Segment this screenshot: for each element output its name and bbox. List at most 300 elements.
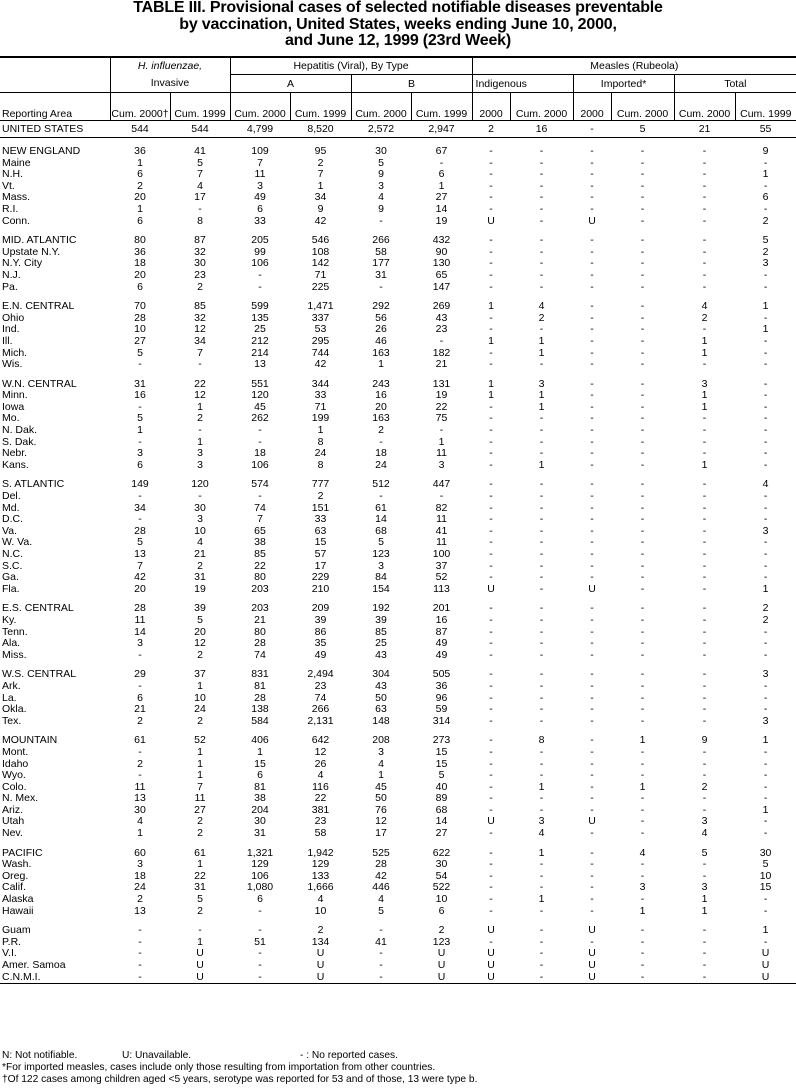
value-cell: - (763, 936, 768, 948)
value-cell: - (258, 436, 262, 448)
value-cell: - (590, 436, 594, 448)
value-cell: 4 (378, 894, 384, 906)
value-cell: 20 (134, 269, 146, 281)
area-cell: MID. ATLANTIC (2, 235, 77, 247)
value-cell: 6 (257, 203, 263, 215)
value-cell: 7 (257, 157, 263, 169)
value-cell: 123 (432, 936, 451, 948)
value-cell: 6 (137, 281, 143, 293)
value-cell: - (763, 514, 768, 526)
area-cell: S.C. (2, 560, 23, 572)
col-header (351, 93, 411, 121)
value-cell: - (763, 413, 768, 425)
value-cell: - (489, 514, 493, 526)
value-cell: - (640, 793, 645, 805)
value-cell: U (487, 583, 495, 595)
value-cell: - (590, 626, 594, 638)
value-cell: 120 (251, 390, 269, 402)
value-cell: - (379, 491, 383, 503)
table-row (0, 460, 796, 472)
value-cell: - (539, 448, 544, 460)
value-cell: - (590, 715, 594, 727)
value-cell: 203 (251, 583, 269, 595)
value-cell: - (640, 390, 645, 402)
value-cell: - (590, 413, 594, 425)
footnote-imported: *For imported measles, cases include only those resulting from importation from other countries. (2, 1062, 436, 1073)
value-cell: - (590, 390, 594, 402)
value-cell: 229 (311, 572, 330, 584)
value-cell: 9 (317, 203, 324, 215)
value-cell: - (640, 269, 645, 281)
value-cell: - (539, 649, 544, 661)
value-cell: - (640, 816, 645, 828)
value-cell: 39 (375, 614, 387, 626)
value-cell: 42 (134, 572, 146, 584)
table-row (0, 871, 796, 883)
value-cell: 5 (378, 157, 384, 169)
value-cell: - (763, 378, 768, 390)
value-cell: 1 (438, 436, 445, 448)
value-cell: 15 (759, 882, 772, 894)
area-cell: P.R. (2, 936, 22, 948)
value-cell: - (702, 157, 707, 169)
value-cell: - (489, 525, 493, 537)
value-cell: - (138, 436, 142, 448)
table-row (0, 960, 796, 972)
value-cell: - (539, 870, 544, 882)
value-cell: 28 (254, 638, 266, 650)
value-cell: - (489, 680, 493, 692)
value-cell: 1 (538, 347, 545, 359)
reporting-area-header: Reporting Area (2, 108, 73, 120)
value-cell: U (487, 925, 495, 937)
value-cell: - (539, 258, 544, 270)
value-cell: 11 (194, 793, 206, 805)
value-cell: 163 (372, 413, 390, 425)
value-cell: - (763, 281, 768, 293)
value-cell: 14 (375, 514, 387, 526)
value-cell: 525 (372, 847, 390, 859)
value-cell: 9 (378, 203, 384, 215)
value-cell: 2 (701, 312, 708, 324)
value-cell: 46 (375, 335, 387, 347)
table-title (0, 0, 796, 50)
value-cell: 10 (759, 870, 772, 882)
value-cell: - (379, 436, 383, 448)
area-cell: Upstate N.Y. (2, 246, 61, 258)
value-cell: 23 (314, 680, 327, 692)
area-cell: N.H. (2, 169, 23, 181)
value-cell: 130 (432, 258, 451, 270)
spacer-cell (0, 661, 796, 669)
value-cell: - (702, 680, 707, 692)
value-cell: - (539, 804, 544, 816)
value-cell: - (640, 180, 645, 192)
value-cell: 1 (378, 359, 384, 371)
value-cell: - (763, 436, 768, 448)
value-cell: 58 (375, 246, 387, 258)
value-cell: - (489, 626, 493, 638)
value-cell: 68 (435, 804, 448, 816)
value-cell: 16 (535, 123, 548, 135)
table-row (0, 324, 796, 336)
area-cell: Ala. (2, 638, 21, 650)
value-cell: - (590, 746, 594, 758)
table-row (0, 503, 796, 515)
table-row (0, 313, 796, 325)
area-cell: Tex. (2, 715, 22, 727)
value-cell: 147 (432, 281, 451, 293)
area-cell: Kans. (2, 459, 29, 471)
value-cell: - (763, 746, 768, 758)
value-cell: 56 (375, 312, 387, 324)
value-cell: - (640, 459, 645, 471)
value-cell: - (640, 235, 645, 247)
table-row (0, 301, 796, 313)
value-cell: - (489, 572, 493, 584)
value-cell: - (702, 324, 707, 336)
value-cell: 27 (134, 335, 146, 347)
value-cell: 22 (194, 870, 206, 882)
value-cell: 21 (254, 614, 266, 626)
value-cell: - (640, 448, 645, 460)
value-cell: 584 (251, 715, 269, 727)
value-cell: - (702, 583, 707, 595)
area-cell: NEW ENGLAND (2, 146, 81, 157)
table-row (0, 258, 796, 270)
value-cell: 5 (378, 537, 384, 549)
value-cell: - (489, 203, 493, 215)
col-header (110, 93, 170, 121)
value-cell: 2 (762, 603, 769, 615)
table-row (0, 793, 796, 805)
value-cell: U (316, 971, 325, 983)
value-cell: - (763, 312, 768, 324)
value-cell: 2 (762, 215, 769, 227)
value-cell: - (258, 269, 262, 281)
value-cell: 109 (251, 146, 269, 157)
value-cell: - (590, 324, 594, 336)
value-cell: - (590, 269, 594, 281)
value-cell: 182 (432, 347, 451, 359)
spacer-row (0, 471, 796, 479)
value-cell: - (539, 537, 544, 549)
value-cell: 17 (375, 828, 387, 840)
value-cell: - (702, 180, 707, 192)
spacer-cell (0, 917, 796, 925)
table-row (0, 848, 796, 860)
value-cell: - (763, 680, 768, 692)
value-cell: 154 (372, 583, 390, 595)
value-cell: 74 (314, 692, 327, 704)
title-line-3: and June 12, 1999 (23rd Week) (284, 32, 511, 49)
value-cell: 80 (254, 572, 266, 584)
value-cell: 65 (254, 525, 266, 537)
value-cell: - (489, 692, 493, 704)
value-cell: - (640, 347, 645, 359)
value-cell: - (640, 413, 645, 425)
table-row (0, 526, 796, 538)
value-cell: U (196, 960, 204, 971)
value-cell: - (640, 603, 645, 615)
value-cell: - (489, 859, 493, 871)
value-cell: - (640, 894, 645, 906)
value-cell: - (702, 549, 707, 560)
area-cell: Calif. (2, 882, 26, 894)
value-cell: 3 (257, 180, 263, 192)
value-cell: - (489, 770, 493, 782)
value-cell: 14 (435, 203, 448, 215)
table-row (0, 816, 796, 828)
table-row (0, 882, 796, 894)
value-cell: 74 (254, 502, 266, 514)
value-cell: 5 (137, 537, 143, 549)
value-cell: - (258, 281, 262, 293)
value-cell: - (763, 203, 768, 215)
value-cell: 2 (762, 246, 769, 258)
value-cell: - (539, 502, 544, 514)
value-cell: 36 (134, 146, 146, 157)
value-cell: 1 (197, 758, 203, 770)
value-cell: - (702, 560, 707, 572)
value-cell: 6 (137, 692, 143, 704)
value-cell: - (489, 258, 493, 270)
value-cell: - (198, 925, 202, 937)
table-row (0, 169, 796, 181)
area-cell: Ill. (2, 335, 13, 347)
value-cell: 1 (197, 770, 203, 782)
value-cell: 5 (438, 770, 445, 782)
col-label: Cum. 2000 (515, 108, 568, 120)
value-cell: - (489, 436, 493, 448)
value-cell: - (702, 859, 707, 871)
value-cell: 3 (197, 514, 203, 526)
value-cell: 52 (435, 572, 448, 584)
value-cell: 54 (435, 870, 448, 882)
area-cell: Iowa (2, 401, 25, 413)
value-cell: - (640, 192, 645, 204)
value-cell: 1 (639, 735, 646, 747)
table-row (0, 615, 796, 627)
value-cell: 1 (317, 425, 324, 437)
value-cell: 4 (538, 301, 545, 313)
value-cell: - (489, 894, 493, 906)
value-cell: U (588, 816, 596, 828)
value-cell: - (640, 502, 645, 514)
value-cell: - (590, 894, 594, 906)
value-cell: 17 (194, 192, 206, 204)
value-cell: 9 (378, 169, 384, 181)
value-cell: 17 (314, 560, 327, 572)
value-cell: 314 (432, 715, 451, 727)
value-cell: 1 (378, 770, 384, 782)
value-cell: 2 (488, 123, 494, 135)
value-cell: - (702, 215, 707, 227)
value-cell: - (763, 816, 768, 828)
value-cell: 1 (137, 203, 143, 215)
value-cell: - (590, 692, 594, 704)
value-cell: 551 (251, 378, 269, 390)
value-cell: - (590, 502, 594, 514)
value-cell: - (702, 804, 707, 816)
value-cell: 12 (314, 746, 327, 758)
value-cell: 33 (254, 215, 266, 227)
hepatitis-header: Hepatitis (Viral), By Type (230, 57, 472, 75)
value-cell: - (590, 459, 594, 471)
value-cell: 61 (134, 735, 146, 747)
value-cell: 108 (311, 246, 330, 258)
area-cell: Vt. (2, 180, 15, 192)
value-cell: - (590, 448, 594, 460)
value-cell: - (763, 347, 768, 359)
value-cell: 3 (762, 715, 769, 727)
value-cell: - (590, 905, 594, 917)
area-cell: Del. (2, 491, 21, 503)
value-cell: - (590, 347, 594, 359)
value-cell: 16 (134, 390, 146, 402)
value-cell: - (763, 638, 768, 650)
value-cell: 512 (372, 479, 390, 491)
value-cell: 1 (197, 936, 203, 948)
area-cell: MOUNTAIN (2, 735, 58, 747)
value-cell: - (590, 514, 594, 526)
value-cell: 21 (698, 123, 711, 135)
area-cell: Ind. (2, 324, 20, 336)
value-cell: 95 (314, 146, 327, 157)
spacer-cell (0, 138, 796, 147)
value-cell: - (702, 793, 707, 805)
value-cell: 138 (251, 704, 269, 716)
value-cell: - (489, 246, 493, 258)
value-cell: 777 (311, 479, 330, 491)
area-cell: Nev. (2, 828, 23, 840)
value-cell: - (138, 514, 142, 526)
value-cell: - (590, 669, 594, 681)
value-cell: 19 (435, 390, 448, 402)
value-cell: 5 (197, 157, 203, 169)
value-cell: - (763, 491, 768, 503)
value-cell: 36 (134, 246, 146, 258)
value-cell: 75 (435, 413, 448, 425)
value-cell: 34 (134, 502, 146, 514)
value-cell: - (702, 537, 707, 549)
table-row (0, 425, 796, 437)
table-row (0, 491, 796, 503)
value-cell: 20 (194, 626, 206, 638)
value-cell: 4,799 (246, 123, 274, 135)
value-cell: 544 (191, 123, 209, 135)
value-cell: 31 (254, 828, 266, 840)
value-cell: - (702, 948, 707, 960)
value-cell: 1 (538, 847, 545, 859)
value-cell: 19 (435, 215, 448, 227)
value-cell: 85 (194, 301, 206, 313)
value-cell: - (590, 882, 594, 894)
area-cell: S. ATLANTIC (2, 479, 65, 491)
value-cell: 16 (375, 390, 387, 402)
value-cell: - (539, 692, 544, 704)
value-cell: 52 (194, 735, 206, 747)
value-cell: 1 (639, 905, 646, 917)
value-cell: - (489, 828, 493, 840)
value-cell: - (489, 614, 493, 626)
table-row (0, 402, 796, 414)
col-label: Cum. 2000 (678, 108, 731, 120)
hep-a-header: A (230, 75, 351, 93)
value-cell: 59 (435, 704, 448, 716)
value-cell: 85 (375, 626, 387, 638)
value-cell: - (539, 269, 544, 281)
value-cell: - (590, 603, 594, 615)
value-cell: 1 (538, 781, 545, 793)
value-cell: - (640, 746, 645, 758)
value-cell: 6 (137, 459, 143, 471)
value-cell: 1 (538, 401, 545, 413)
value-cell: - (590, 649, 594, 661)
table-row (0, 572, 796, 584)
value-cell: - (590, 359, 594, 371)
value-cell: - (590, 312, 594, 324)
value-cell: 3 (639, 882, 646, 894)
table-row (0, 561, 796, 573)
value-cell: - (702, 614, 707, 626)
value-cell: - (258, 925, 262, 937)
value-cell: - (138, 925, 142, 937)
value-cell: 21 (435, 359, 448, 371)
value-cell: 3 (438, 459, 445, 471)
value-cell: - (539, 549, 544, 560)
value-cell: - (439, 425, 444, 437)
value-cell: - (539, 180, 544, 192)
value-cell: 18 (375, 448, 387, 460)
value-cell: - (379, 960, 383, 971)
spacer-row (0, 661, 796, 669)
value-cell: 5 (762, 235, 769, 247)
value-cell: 208 (372, 735, 390, 747)
value-cell: 31 (375, 269, 387, 281)
value-cell: 6 (257, 894, 263, 906)
footnote-dash: - : No reported cases. (300, 1050, 398, 1061)
area-cell: V.I. (2, 948, 17, 960)
value-cell: 30 (254, 816, 266, 828)
value-cell: 36 (435, 680, 448, 692)
value-cell: - (379, 948, 383, 960)
table-row (0, 448, 796, 460)
value-cell: 20 (134, 192, 146, 204)
value-cell: 1 (701, 335, 708, 347)
value-cell: - (198, 491, 202, 503)
value-cell: 29 (134, 669, 146, 681)
value-cell: 34 (314, 192, 327, 204)
table-row (0, 906, 796, 918)
value-cell: 2 (317, 157, 324, 169)
value-cell: 10 (194, 525, 206, 537)
value-cell: U (487, 948, 495, 960)
value-cell: 7 (197, 347, 203, 359)
area-cell: Okla. (2, 704, 27, 716)
value-cell: - (763, 692, 768, 704)
value-cell: - (590, 549, 594, 560)
value-cell: - (539, 859, 544, 871)
value-cell: 63 (314, 525, 327, 537)
value-cell: - (489, 746, 493, 758)
hinf-header (110, 57, 230, 75)
table-row (0, 549, 796, 561)
value-cell: - (489, 180, 493, 192)
value-cell: 1 (538, 335, 545, 347)
table-row (0, 828, 796, 840)
value-cell: 24 (314, 448, 327, 460)
